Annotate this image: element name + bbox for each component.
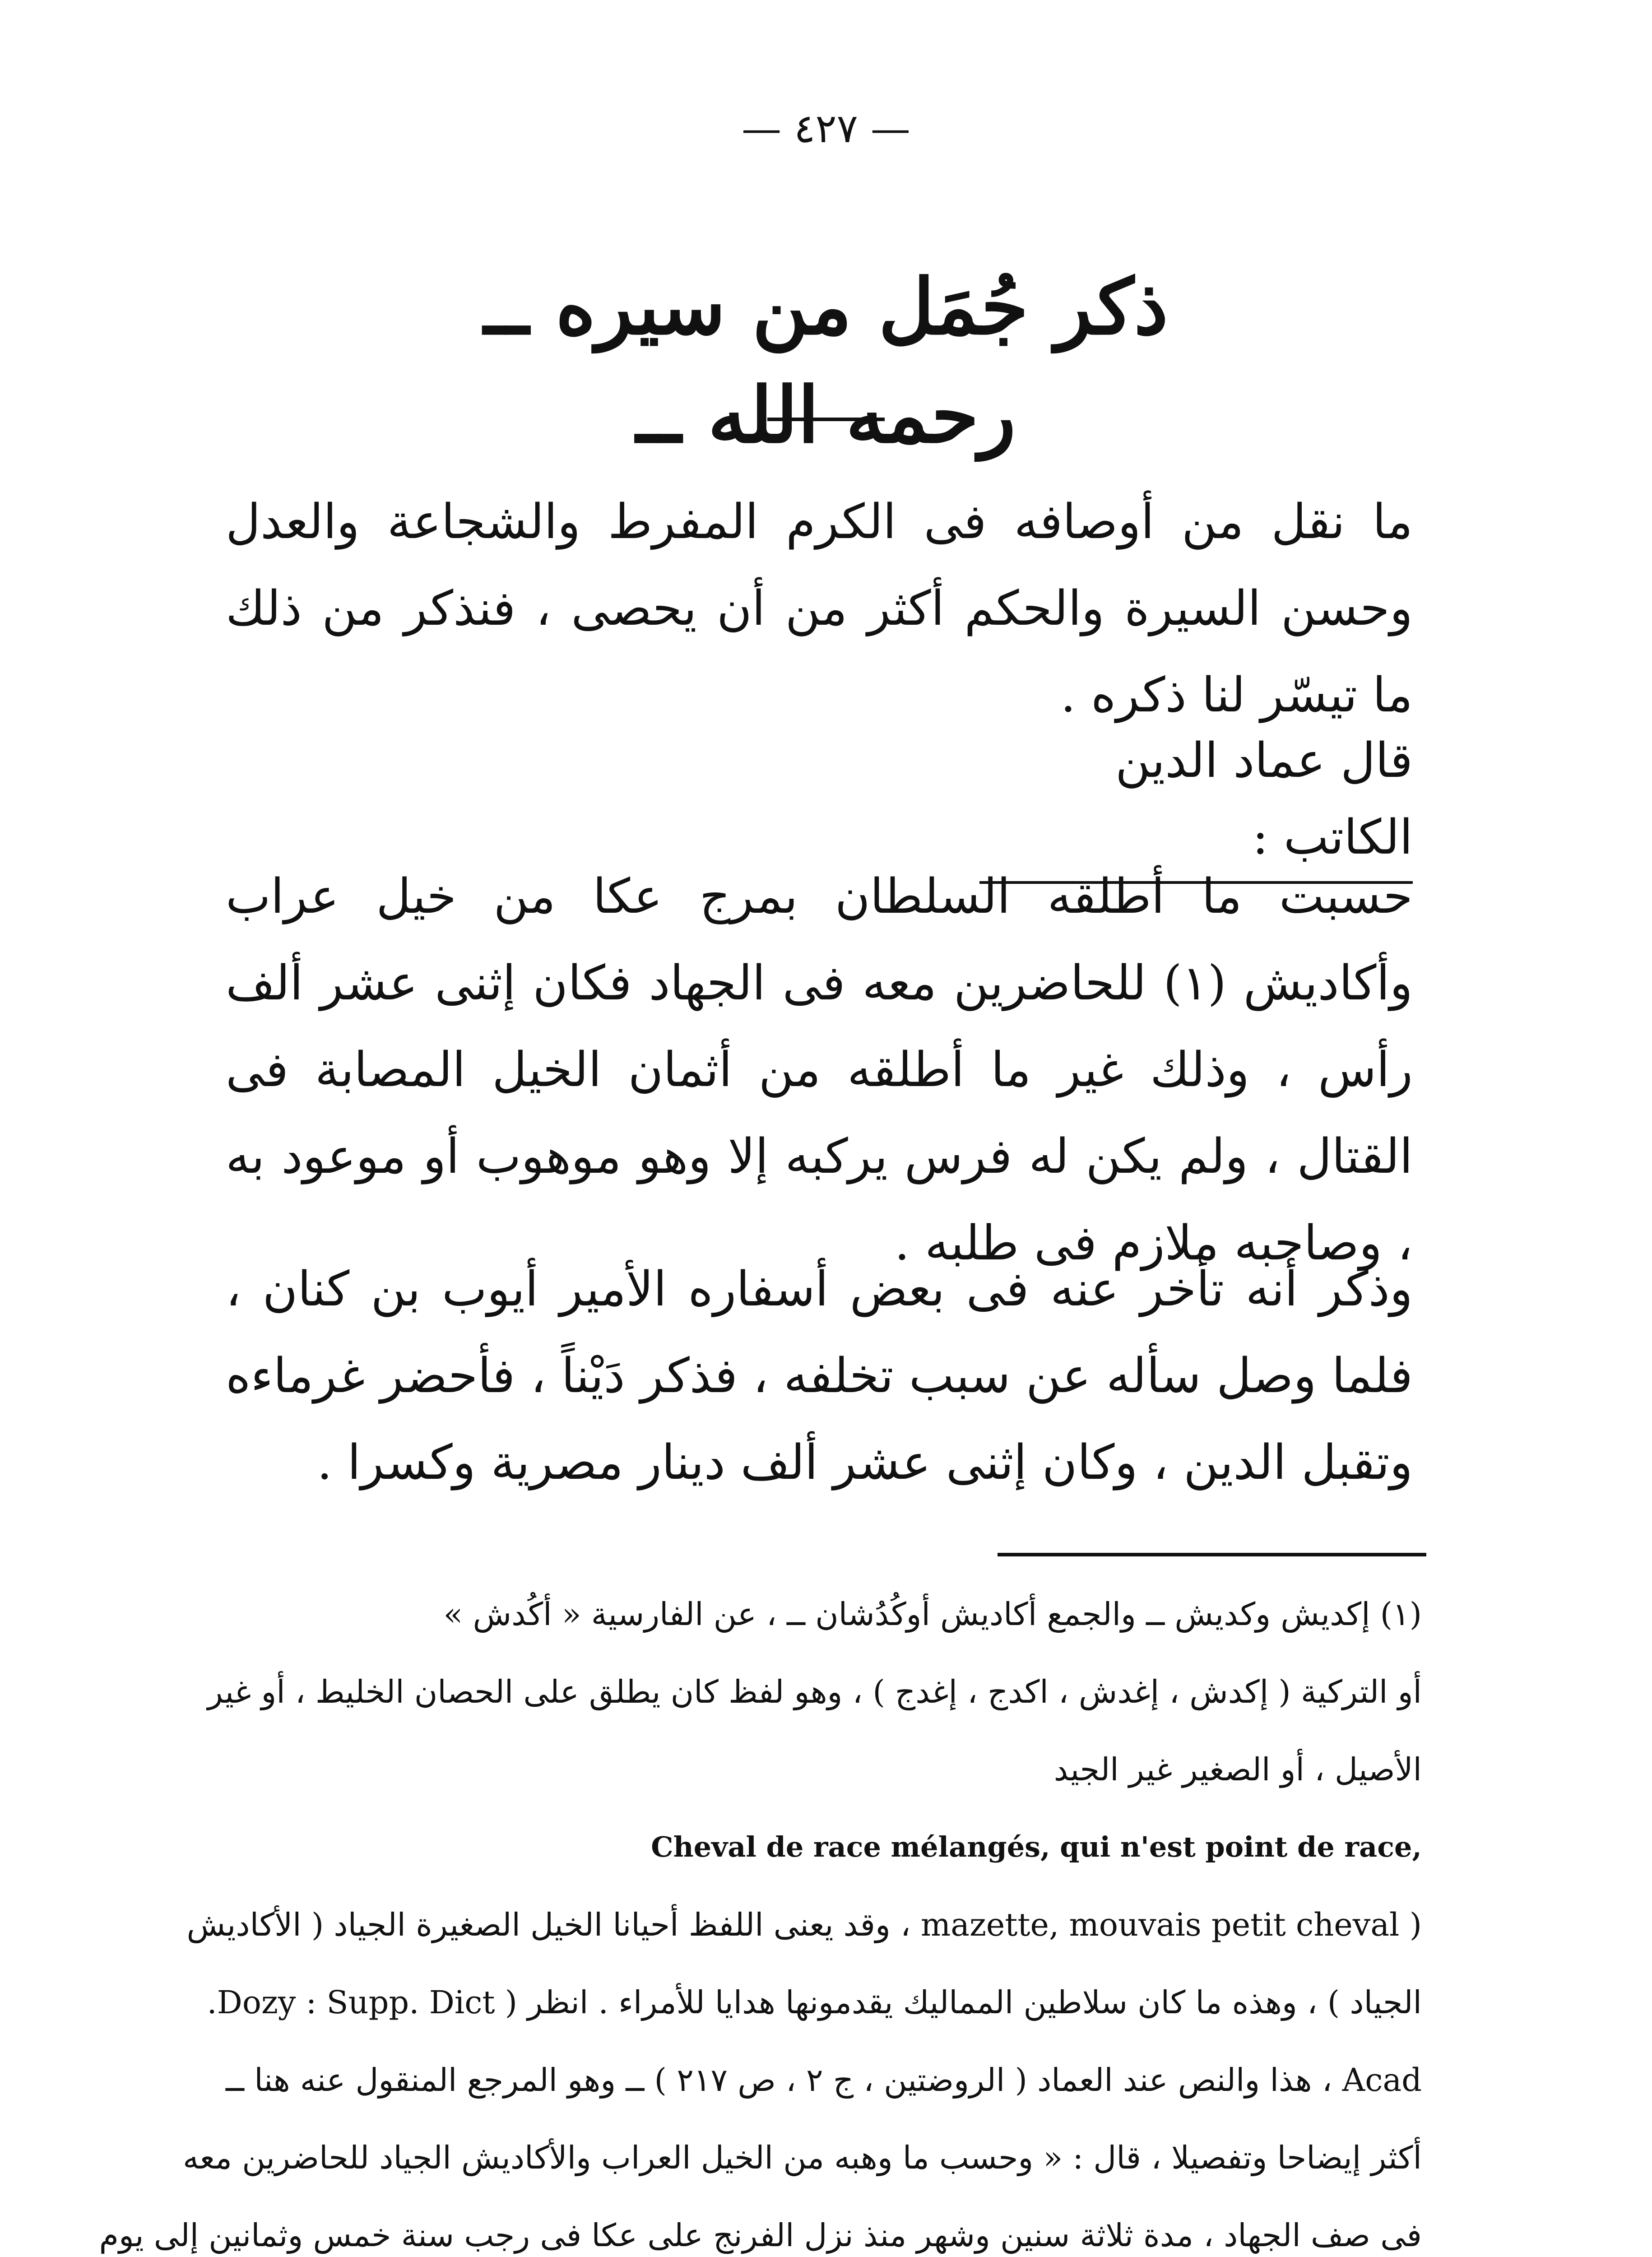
footnote-line: ( mazette, mouvais petit cheval ، وقد يعنى اللفظ أحيانا الخيل الصغيرة الجياد ( الأكاديش (186, 1906, 1422, 1943)
footnote-divider (998, 1553, 1426, 1556)
footnote-line: الأصيل ، أو الصغير غير الجيد (1053, 1751, 1422, 1788)
footnote-line: Acad ، هذا والنص عند العماد ( الروضتين ، ج ٢ ، ص ٢١٧ ) ــ وهو المرجع المنقول عنه هنا ــ (226, 2062, 1422, 2099)
footnotes (99, 1575, 1422, 2257)
footnote-line-latin: Cheval de race mélangés, qui n'est point de race, (651, 1830, 1422, 1863)
footnote-line: أكثر إيضاحا وتفصيلا ، قال : « وحسب ما وهبه من الخيل العراب والأكاديش الجياد للحاضرين معه (183, 2139, 1422, 2176)
paragraph-2: وذكر أنه تأخر عنه فى بعض أسفاره الأمير أيوب بن كنان ، فلما وصل سأله عن سبب تخلفه ، فذكر دَيْناً ، فأحضر غرماءه وتقبل الدين ، وكان إثنى عشر ألف دينار مصرية وكسرا . (226, 1261, 1413, 1490)
intro-paragraph: ما نقل من أوصافه فى الكرم المفرط والشجاعة والعدل وحسن السيرة والحكم أكثر من أن يحصى ، فنذكر من ذلك ما تيسّر لنا ذكره . (226, 494, 1413, 723)
footnote-line: (١) إكديش وكديش ــ والجمع أكاديش أوكُدُشان ــ ، عن الفارسية « أكُدش » (443, 1596, 1422, 1633)
footnote-line: أو التركية ( إكدش ، إغدش ، اكدج ، إغدج ) ، وهو لفظ كان يطلق على الحصان الخليط ، أو غير (207, 1673, 1422, 1710)
speaker-line: قال عماد الدين الكاتب : (979, 722, 1413, 884)
page-number: — ٤٢٧ — (742, 105, 910, 152)
section-heading: ذكر جُمَل من سيره ــ رحمه الله ــ (484, 262, 1168, 460)
footnote-line: الجياد ) ، وهذه ما كان سلاطين المماليك يقدمونها هدايا للأمراء . انظر ( Dozy : Supp. Dict. (207, 1984, 1422, 2021)
paragraph-1: حسبت ما أطلقه السلطان بمرج عكا من خيل عراب وأكاديش (١) للحاضرين معه فى الجهاد فكان إثنى عشر ألف رأس ، وذلك غير ما أطلقه من أثمان الخيل المصابة فى القتال ، ولم يكن له فرس يركبه إلا وهو موهوب أو موعود به ، وصاحبه ملازم فى طلبه . (226, 868, 1413, 1271)
heading-divider (767, 418, 885, 421)
footnote-line: فى صف الجهاد ، مدة ثلاثة سنين وشهر منذ نزل الفرنج على عكا فى رجب سنة خمس وثمانين إلى يوم (99, 2217, 1422, 2254)
